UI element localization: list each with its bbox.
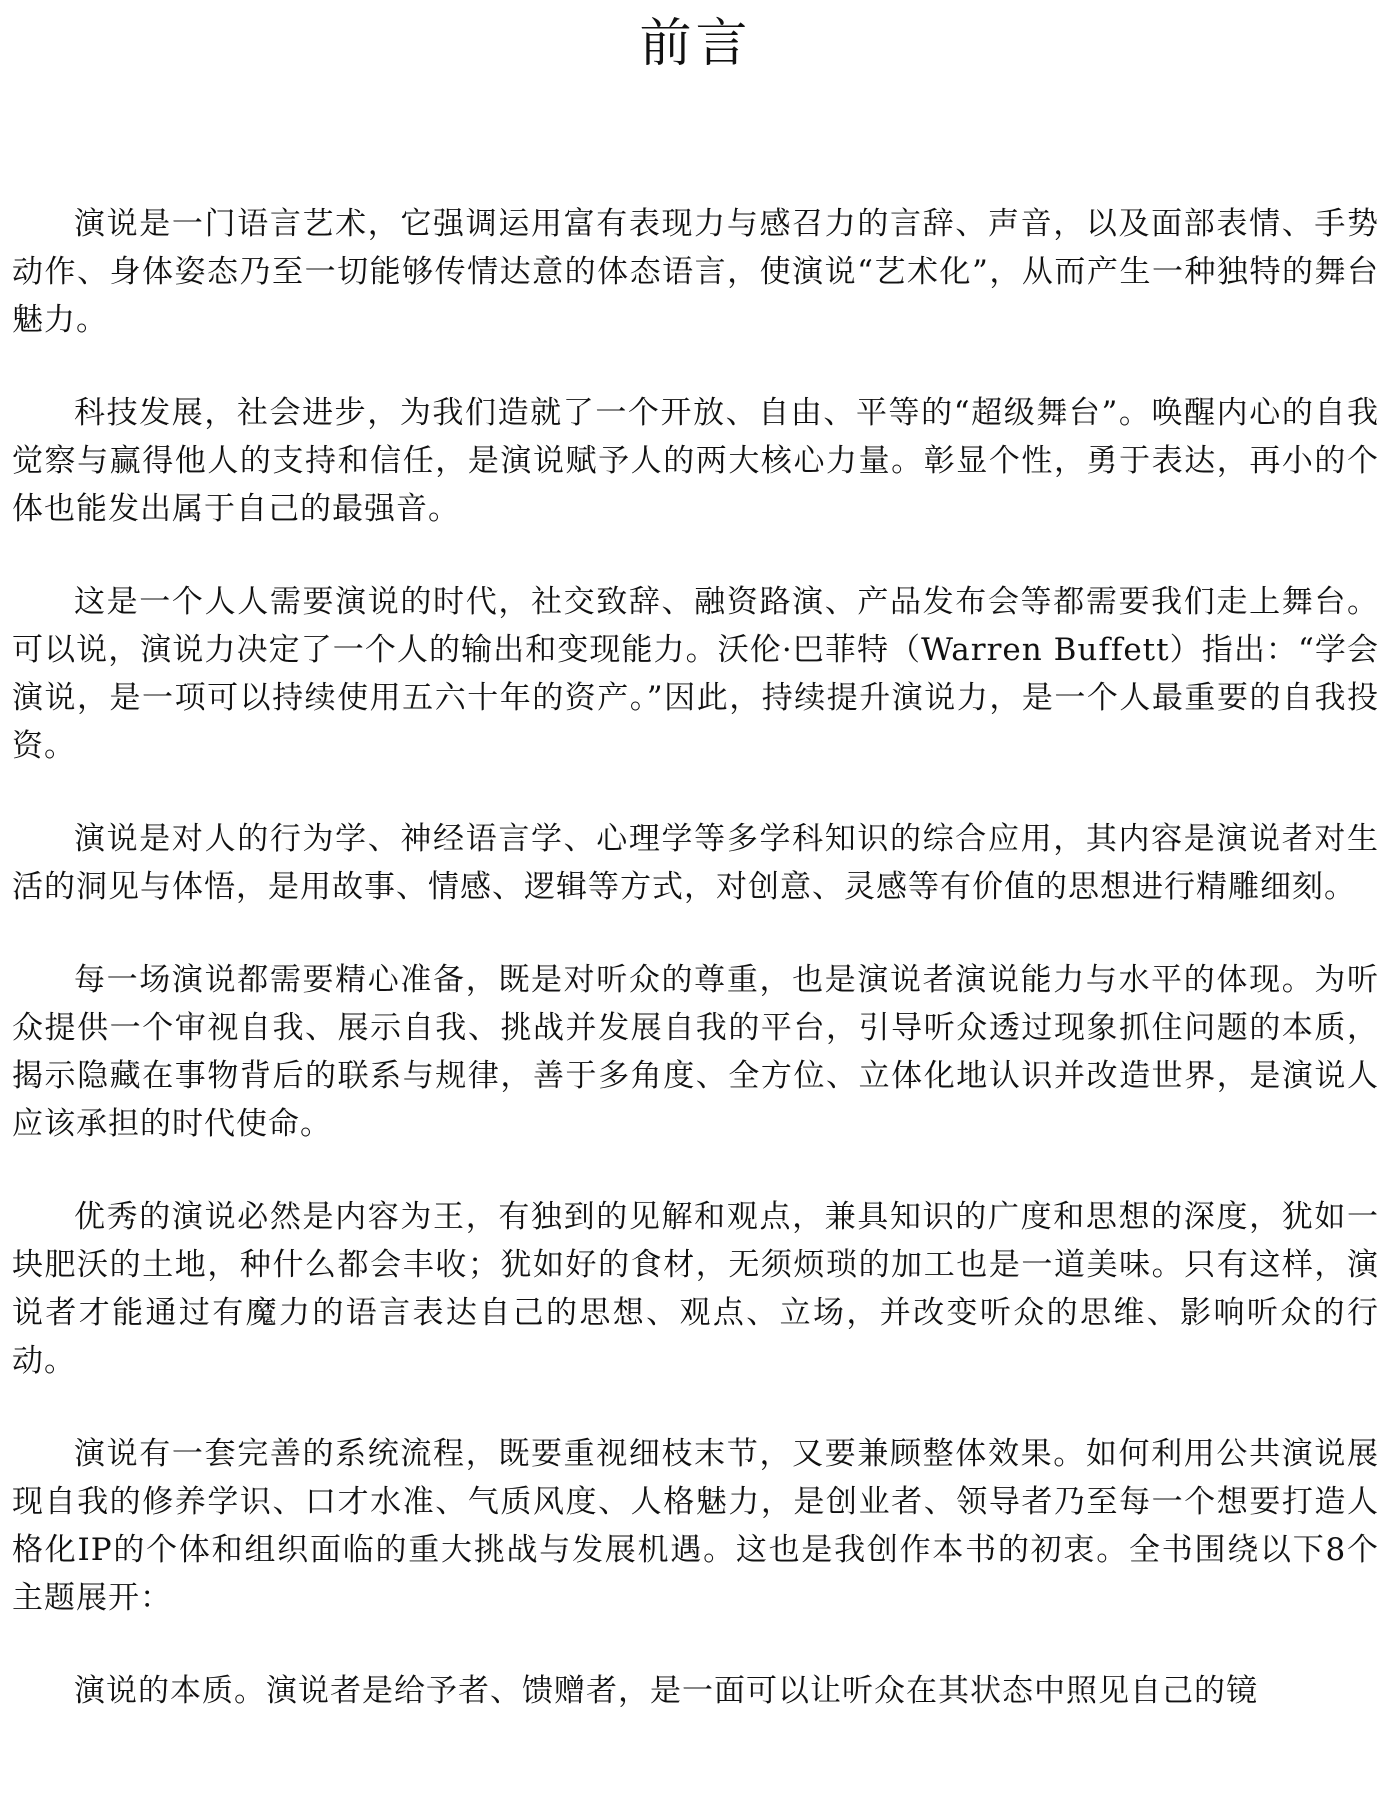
paragraph: 演说是一门语言艺术，它强调运用富有表现力与感召力的言辞、声音，以及面部表情、手势动作、身体姿态乃至一切能够传情达意的体态语言，使演说“艺术化”，从而产生一种独特的舞台魅力。 — [12, 206, 1379, 338]
document-body — [12, 200, 1379, 1760]
paragraph: 优秀的演说必然是内容为王，有独到的见解和观点，兼具知识的广度和思想的深度，犹如一块肥沃的土地，种什么都会丰收；犹如好的食材，无须烦琐的加工也是一道美味。只有这样，演说者才能通过有魔力的语言表达自己的思想、观点、立场，并改变听众的思维、影响听众的行动。 — [12, 1199, 1379, 1379]
paragraph: 演说是对人的行为学、神经语言学、心理学等多学科知识的综合应用，其内容是演说者对生活的洞见与体悟，是用故事、情感、逻辑等方式，对创意、灵感等有价值的思想进行精雕细刻。 — [12, 821, 1379, 905]
paragraph: 每一场演说都需要精心准备，既是对听众的尊重，也是演说者演说能力与水平的体现。为听众提供一个审视自我、展示自我、挑战并发展自我的平台，引导听众透过现象抓住问题的本质，揭示隐藏在事物背后的联系与规律，善于多角度、全方位、立体化地认识并改造世界，是演说人应该承担的时代使命。 — [12, 962, 1379, 1142]
page-title: 前言 — [639, 14, 752, 74]
paragraph: 科技发展，社会进步，为我们造就了一个开放、自由、平等的“超级舞台”。唤醒内心的自我觉察与赢得他人的支持和信任，是演说赋予人的两大核心力量。彰显个性，勇于表达，再小的个体也能发出属于自己的最强音。 — [12, 395, 1379, 527]
paragraph: 演说的本质。演说者是给予者、馈赠者，是一面可以让听众在其状态中照见自己的镜 — [74, 1673, 1258, 1709]
paragraph: 演说有一套完善的系统流程，既要重视细枝末节，又要兼顾整体效果。如何利用公共演说展现自我的修养学识、口才水准、气质风度、人格魅力，是创业者、领导者乃至每一个想要打造人格化IP的个体和组织面临的重大挑战与发展机遇。这也是我创作本书的初衷。全书围绕以下8个主题展开： — [12, 1436, 1379, 1616]
paragraph: 这是一个人人需要演说的时代，社交致辞、融资路演、产品发布会等都需要我们走上舞台。可以说，演说力决定了一个人的输出和变现能力。沃伦·巴菲特（Warren Buffett）指出：“学会演说，是一项可以持续使用五六十年的资产。”因此，持续提升演说力，是一个人最重要的自我投资。 — [12, 584, 1379, 764]
